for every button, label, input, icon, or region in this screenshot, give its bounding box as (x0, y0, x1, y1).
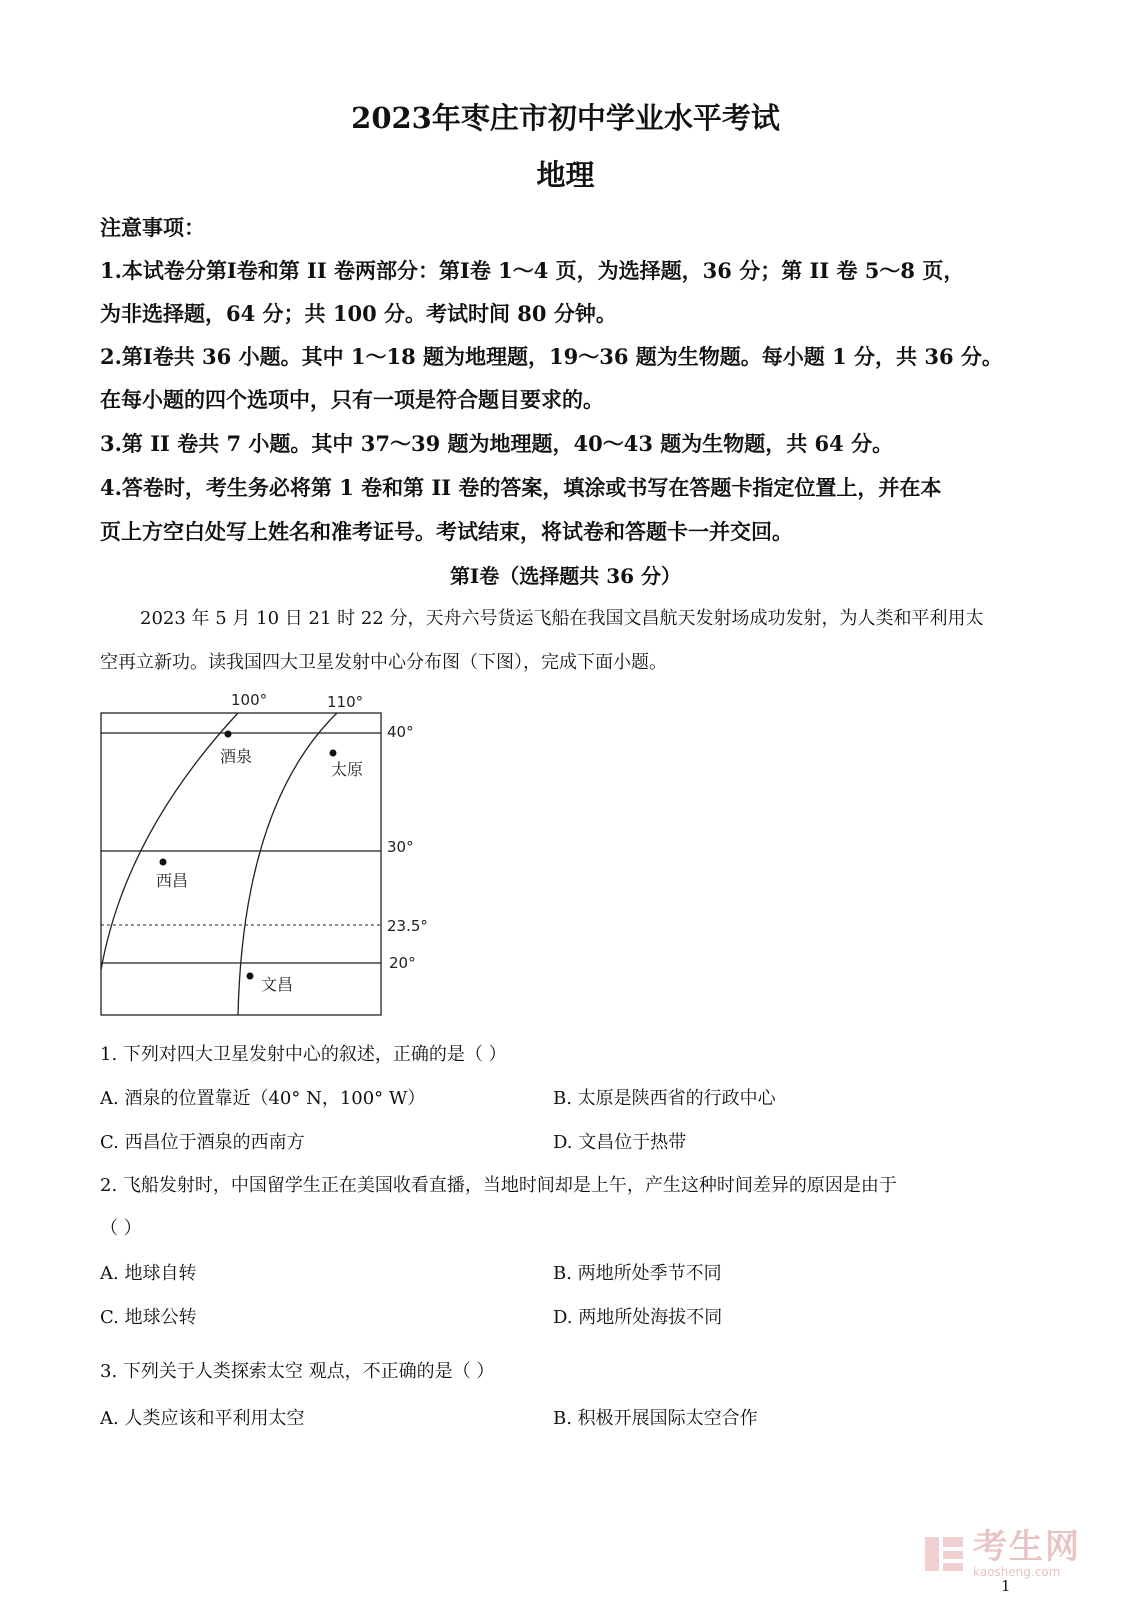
watermark-text: 考生网 (973, 1527, 1081, 1567)
subject-title: 地理 (536, 158, 595, 192)
taiyuan-dot (330, 750, 337, 757)
notice-line-4: 在每小题的四个选项中，只有一项是符合题目要求的。 (100, 387, 604, 412)
intro-line-2: 空再立新功。读我国四大卫星发射中心分布图（下图），完成下面小题。 (100, 652, 667, 673)
exam-title: 2023年枣庄市初中学业水平考试 (351, 101, 780, 135)
lat-label-30: 30° (387, 838, 414, 856)
watermark (925, 1527, 1081, 1579)
question-1-stem: 1. 下列对四大卫星发射中心的叙述，正确的是（ ） (100, 1044, 507, 1065)
question-3-option-a: A. 人类应该和平利用太空 (100, 1408, 305, 1429)
question-2-option-c: C. 地球公转 (100, 1307, 197, 1328)
launch-center-map (95, 685, 455, 1025)
notice-line-5: 3.第 II 卷共 7 小题。其中 37～39 题为地理题，40～43 题为生物题，共 64 分。 (100, 431, 894, 456)
notice-heading: 注意事项： (100, 215, 205, 240)
intro-line-1: 2023 年 5 月 10 日 21 时 22 分，天舟六号货运飞船在我国文昌航天发射场成功发射，为人类和平利用太 (140, 608, 984, 629)
wenchang-label: 文昌 (261, 975, 294, 994)
xichang-label: 西昌 (156, 871, 189, 890)
lon-line-110 (238, 713, 337, 1015)
question-2-stem: 2. 飞船发射时，中国留学生正在美国收看直播，当地时间却是上午，产生这种时间差异的原因是由于 (100, 1175, 897, 1196)
question-2-option-a: A. 地球自转 (100, 1263, 197, 1284)
lat-label-20: 20° (389, 954, 416, 972)
lon-line-100 (101, 713, 238, 970)
question-1-option-a: A. 酒泉的位置靠近（40° N，100° W） (100, 1088, 426, 1109)
question-1-option-b: B. 太原是陕西省的行政中心 (553, 1088, 776, 1109)
question-1-option-c: C. 西昌位于酒泉的西南方 (100, 1132, 305, 1153)
watermark-domain: kaosheng.com (973, 1565, 1061, 1579)
notice-line-3: 2.第Ⅰ卷共 36 小题。其中 1～18 题为地理题，19～36 题为生物题。每小题 1 分，共 36 分。 (100, 344, 1003, 369)
jiuquan-dot (225, 731, 232, 738)
notice-line-2: 为非选择题，64 分；共 100 分。考试时间 80 分钟。 (100, 301, 617, 326)
notice-line-6: 4.答卷时，考生务必将第 1 卷和第 II 卷的答案，填涂或书写在答题卡指定位置上，并在本 (100, 475, 942, 500)
wenchang-dot (247, 973, 254, 980)
question-2-option-b: B. 两地所处季节不同 (553, 1263, 722, 1284)
lon-label-110: 110° (327, 693, 364, 711)
question-2-stem-cont: （ ） (100, 1218, 142, 1239)
lon-label-100: 100° (231, 691, 268, 709)
xichang-dot (160, 859, 167, 866)
section-heading: 第Ⅰ卷（选择题共 36 分） (449, 564, 682, 588)
lat-label-40: 40° (387, 723, 414, 741)
watermark-logo-icon (925, 1533, 967, 1575)
page-number: 1 (1001, 1577, 1011, 1595)
question-3-option-b: B. 积极开展国际太空合作 (553, 1408, 758, 1429)
taiyuan-label: 太原 (331, 760, 364, 779)
question-1-option-d: D. 文昌位于热带 (553, 1132, 687, 1153)
lat-label-23-5: 23.5° (387, 917, 428, 935)
question-3-stem: 3. 下列关于人类探索太空 观点，不正确的是（ ） (100, 1361, 495, 1382)
jiuquan-label: 酒泉 (220, 747, 253, 766)
notice-line-1: 1.本试卷分第Ⅰ卷和第 II 卷两部分：第Ⅰ卷 1～4 页，为选择题，36 分；第 II 卷 5～8 页， (100, 258, 965, 283)
question-2-option-d: D. 两地所处海拔不同 (553, 1307, 723, 1328)
notice-line-7: 页上方空白处写上姓名和准考证号。考试结束，将试卷和答题卡一并交回。 (100, 519, 793, 544)
